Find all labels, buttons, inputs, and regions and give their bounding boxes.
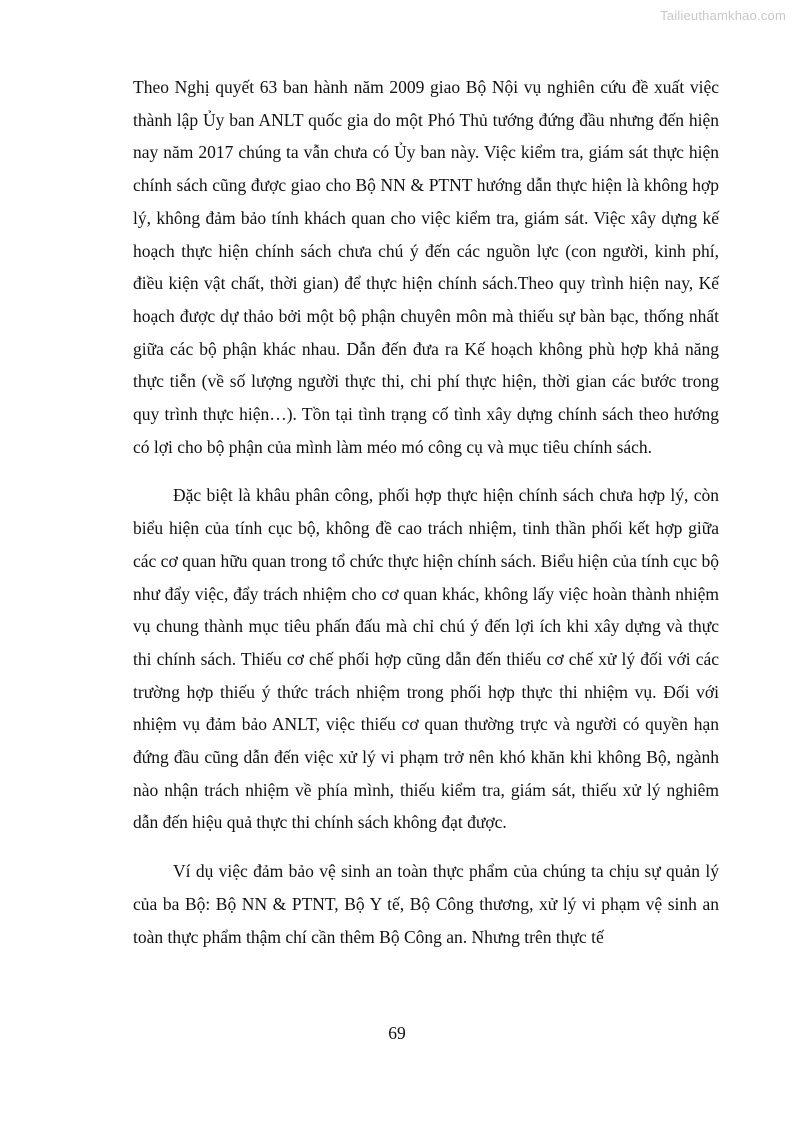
document-body [133, 71, 719, 969]
paragraph-2: Đặc biệt là khâu phân công, phối hợp thực hiện chính sách chưa hợp lý, còn biểu hiện của tính cục bộ, không đề cao trách nhiệm, tinh thần phối kết hợp giữa các cơ quan hữu quan trong tổ chức thực hiện chính sách. Biểu hiện của tính cục bộ như đẩy việc, đẩy trách nhiệm cho cơ quan khác, không lấy việc hoàn thành nhiệm vụ chung thành mục tiêu phấn đấu mà chỉ chú ý đến lợi ích khi xây dựng và thực thi chính sách. Thiếu cơ chế phối hợp cũng dẫn đến thiếu cơ chế xử lý đối với các trường hợp thiếu ý thức trách nhiệm trong phối hợp thực thi nhiệm vụ. Đối với nhiệm vụ đảm bảo ANLT, việc thiếu cơ quan thường trực và người có quyền hạn đứng đầu cũng dẫn đến việc xử lý vi phạm trở nên khó khăn khi không Bộ, ngành nào nhận trách nhiệm về phía mình, thiếu kiểm tra, giám sát, thiếu xử lý nghiêm dẫn đến hiệu quả thực thi chính sách không đạt được. [133, 485, 719, 833]
watermark-text: Tailieuthamkhao.com [660, 8, 786, 23]
paragraph-3: Ví dụ việc đảm bảo vệ sinh an toàn thực phẩm của chúng ta chịu sự quản lý của ba Bộ: Bộ NN & PTNT, Bộ Y tế, Bộ Công thương, xử lý vi phạm vệ sinh an toàn thực phẩm thậm chí cần thêm Bộ Công an. Nhưng trên thực tế [133, 861, 719, 947]
page-number: 69 [388, 1023, 406, 1043]
paragraph-1: Theo Nghị quyết 63 ban hành năm 2009 giao Bộ Nội vụ nghiên cứu đề xuất việc thành lập Ủy ban ANLT quốc gia do một Phó Thủ tướng đứng đầu nhưng đến hiện nay năm 2017 chúng ta vẫn chưa có Ủy ban này. Việc kiểm tra, giám sát thực hiện chính sách cũng được giao cho Bộ NN & PTNT hướng dẫn thực hiện là không hợp lý, không đảm bảo tính khách quan cho việc kiểm tra, giám sát. Việc xây dựng kế hoạch thực hiện chính sách chưa chú ý đến các nguồn lực (con người, kinh phí, điều kiện vật chất, thời gian) để thực hiện chính sách.Theo quy trình hiện nay, Kế hoạch được dự thảo bởi một bộ phận chuyên môn mà thiếu sự bàn bạc, thống nhất giữa các bộ phận khác nhau. Dẫn đến đưa ra Kế hoạch không phù hợp khả năng thực tiễn (về số lượng người thực thi, chi phí thực hiện, thời gian các bước trong quy trình thực hiện…). Tồn tại tình trạng cố tình xây dựng chính sách theo hướng có lợi cho bộ phận của mình làm méo mó công cụ và mục tiêu chính sách. [133, 77, 719, 457]
